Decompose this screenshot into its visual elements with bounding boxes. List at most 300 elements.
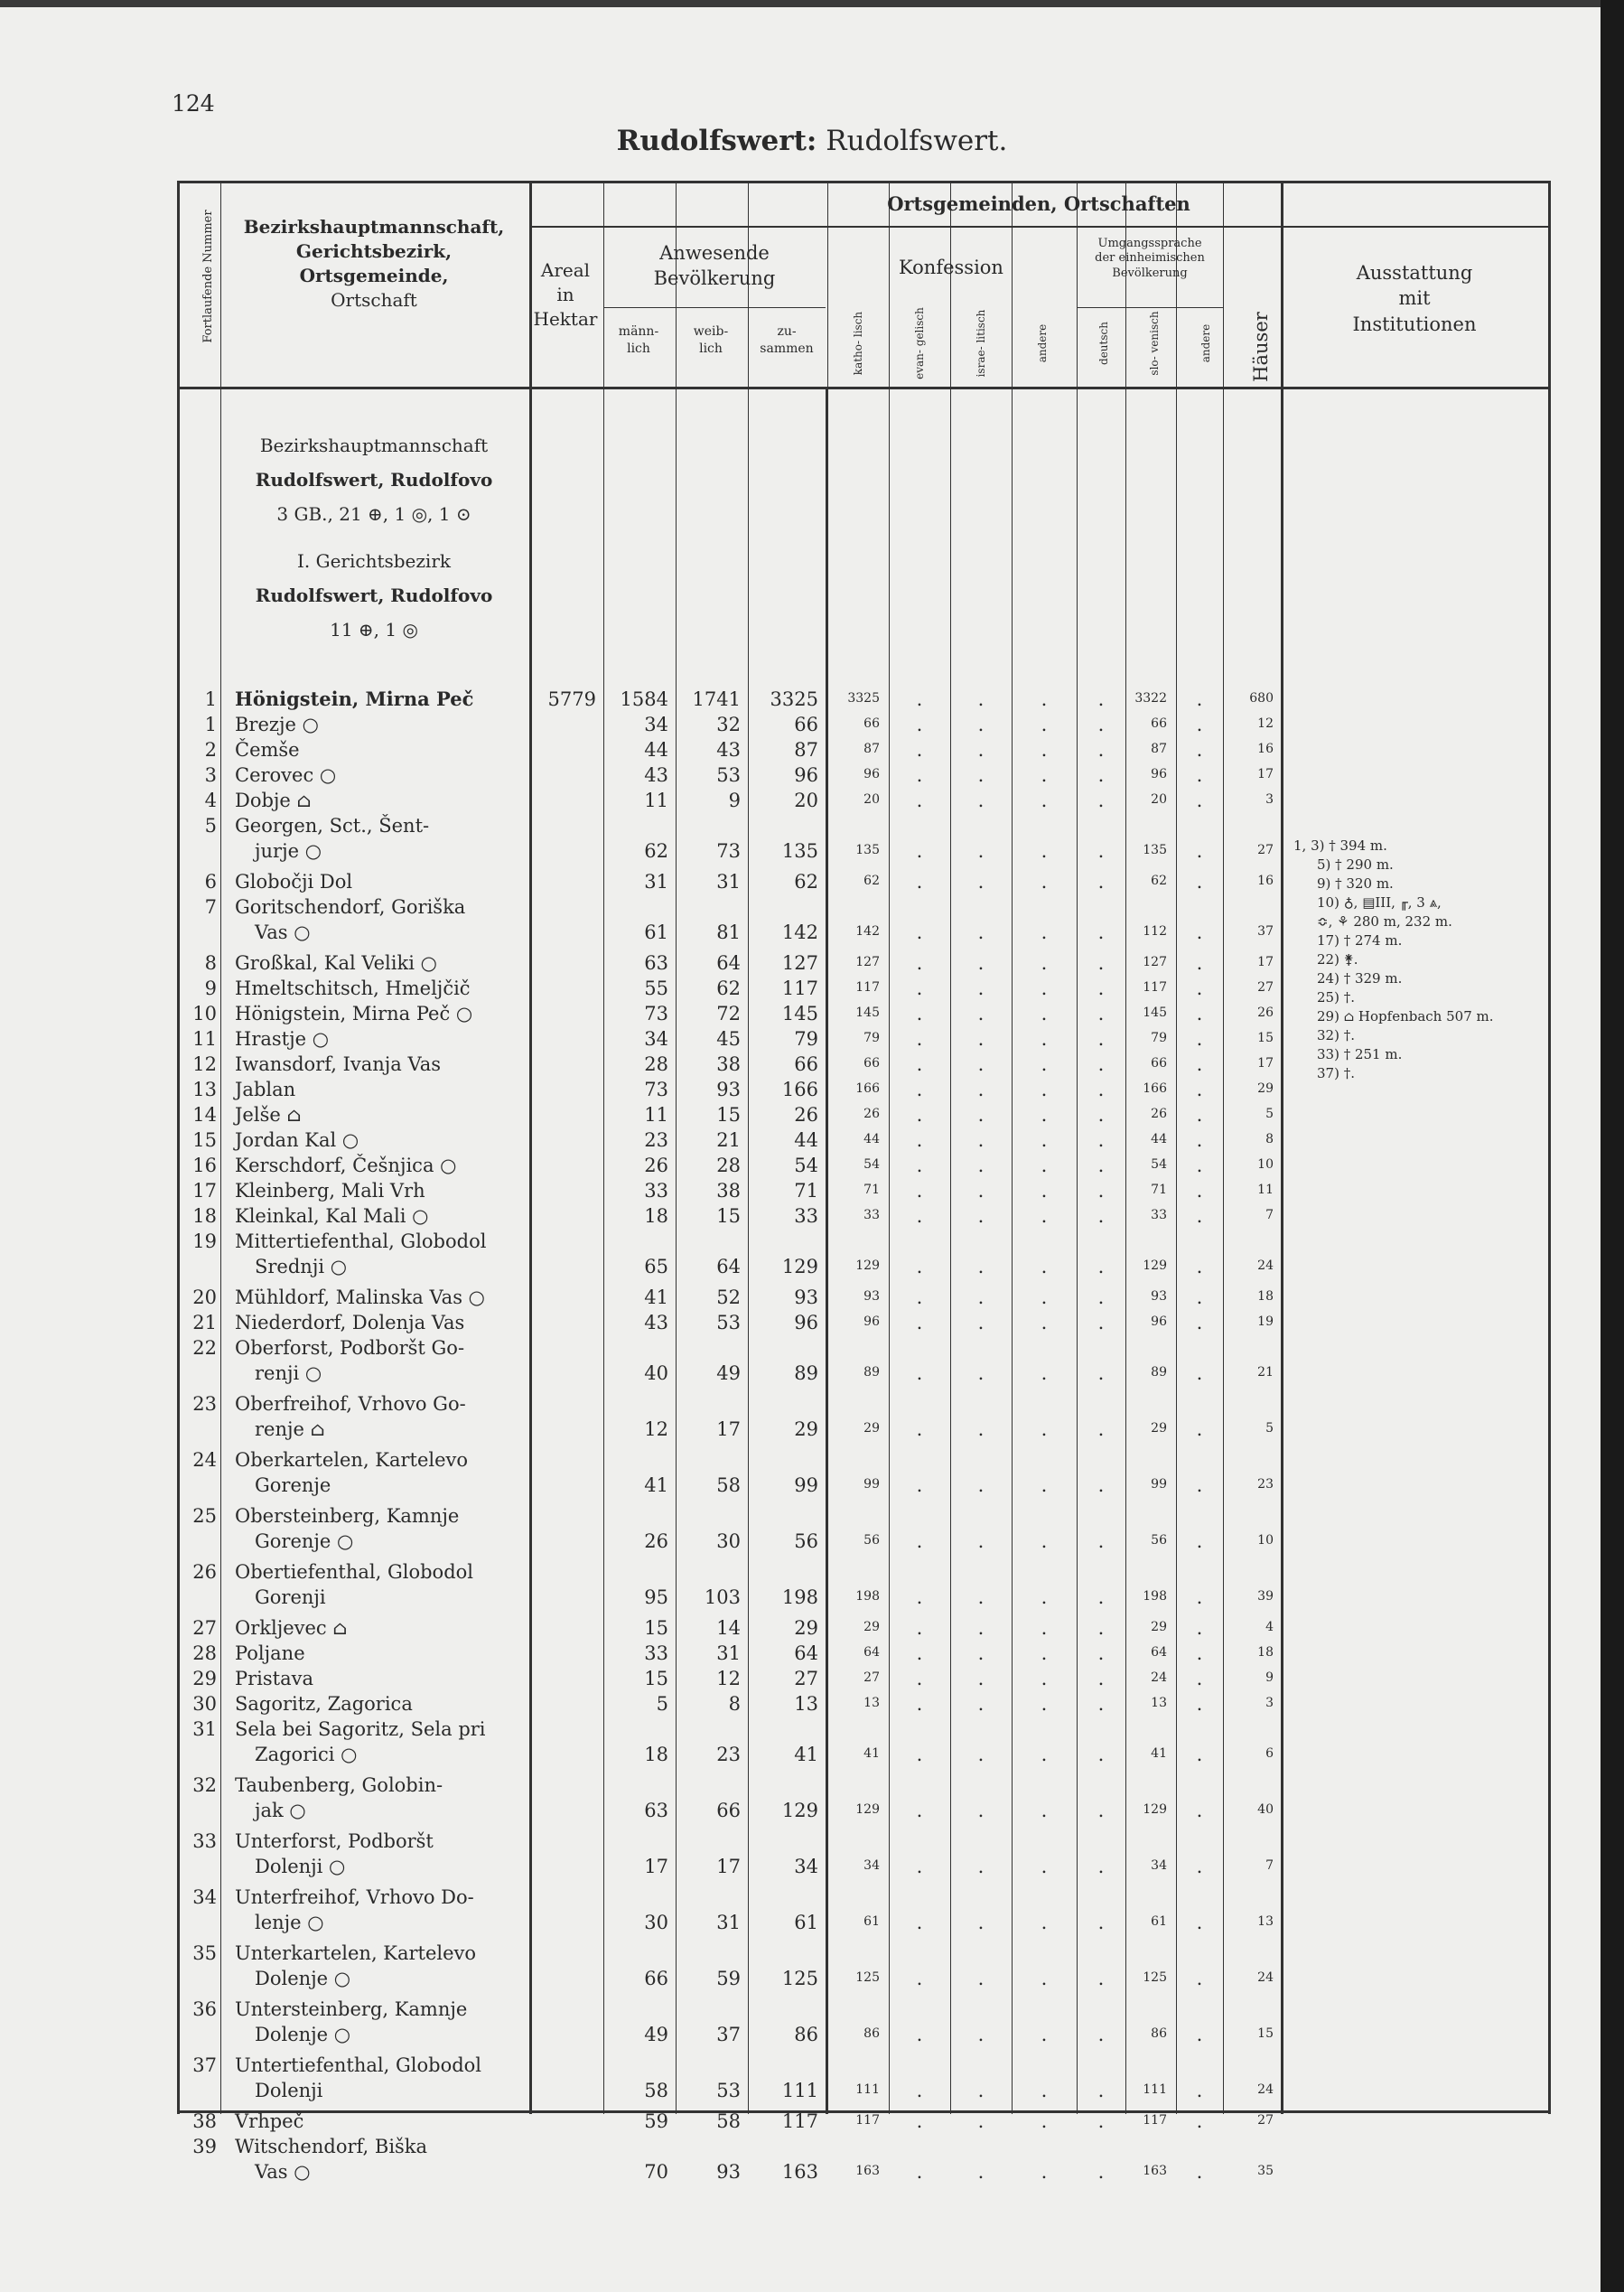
empty-cell: . xyxy=(1097,688,1105,710)
empty-cell: . xyxy=(1041,840,1048,862)
place-name: Zagorici ○ xyxy=(255,1744,358,1765)
empty-cell: . xyxy=(916,978,923,999)
zusammen-value: 125 xyxy=(781,1968,818,1989)
row-number: 29 xyxy=(192,1668,217,1689)
weiblich-value: 49 xyxy=(716,1362,741,1384)
haeuser-value: 39 xyxy=(1257,1589,1274,1604)
place-name: Hönigstein, Mirna Peč ○ xyxy=(235,1003,473,1024)
andere-sprache-value: . xyxy=(1196,1053,1203,1075)
empty-cell: . xyxy=(977,1312,985,1333)
header-maennlich xyxy=(603,323,674,358)
place-name: Gorenji xyxy=(255,1586,326,1608)
place-name: Hrastje ○ xyxy=(235,1028,330,1050)
empty-cell: . xyxy=(916,1205,923,1227)
andere-sprache-value: . xyxy=(1196,1362,1203,1384)
slovenisch-value: 166 xyxy=(1143,1081,1167,1096)
empty-cell: . xyxy=(916,2110,923,2132)
header-name xyxy=(220,215,527,313)
empty-cell: . xyxy=(916,2024,923,2045)
weiblich-value: 58 xyxy=(716,1474,741,1496)
row-number: 10 xyxy=(192,1003,217,1024)
place-name: Mittertiefenthal, Globodol xyxy=(235,1230,487,1252)
institution-note: 10) ♁, ▤III, ╓, 3 ⩓, xyxy=(1317,894,1442,911)
slovenisch-value: 29 xyxy=(1151,1620,1167,1634)
empty-cell: . xyxy=(977,1586,985,1608)
weiblich-value: 1741 xyxy=(692,688,741,710)
maennlich-value: 5 xyxy=(656,1693,668,1715)
empty-cell: . xyxy=(1041,2110,1048,2132)
slovenisch-value: 198 xyxy=(1143,1589,1167,1604)
zusammen-value: 145 xyxy=(781,1003,818,1024)
slovenisch-value: 13 xyxy=(1151,1696,1167,1710)
haeuser-value: 17 xyxy=(1257,1056,1274,1071)
maennlich-value: 43 xyxy=(644,1312,668,1333)
empty-cell: . xyxy=(1097,1586,1105,1608)
row-number: 36 xyxy=(192,1998,217,2020)
katholisch-value: 41 xyxy=(863,1746,880,1761)
weiblich-value: 23 xyxy=(716,1744,741,1765)
empty-cell: . xyxy=(916,1362,923,1384)
slovenisch-value: 93 xyxy=(1151,1289,1167,1304)
slovenisch-value: 66 xyxy=(1151,1056,1167,1071)
slovenisch-value: 44 xyxy=(1151,1132,1167,1146)
empty-cell: . xyxy=(1097,2080,1105,2101)
aus-l2: mit xyxy=(1398,287,1431,310)
haeuser-value: 18 xyxy=(1257,1645,1274,1660)
zusammen-value: 93 xyxy=(794,1286,818,1308)
empty-cell: . xyxy=(1041,1912,1048,1933)
place-name: Jordan Kal ○ xyxy=(235,1129,359,1151)
place-name: Großkal, Kal Veliki ○ xyxy=(235,952,437,974)
empty-cell: . xyxy=(1041,1530,1048,1552)
empty-cell: . xyxy=(1097,1312,1105,1333)
weiblich-value: 53 xyxy=(716,2080,741,2101)
empty-cell: . xyxy=(977,1530,985,1552)
empty-cell: . xyxy=(916,1586,923,1608)
andere-sprache-value: . xyxy=(1196,1693,1203,1715)
empty-cell: . xyxy=(1097,1079,1105,1100)
slovenisch-value: 61 xyxy=(1151,1914,1167,1929)
aus-l1: Ausstattung xyxy=(1356,262,1473,284)
row-number: 24 xyxy=(192,1449,217,1471)
place-name: Čemše xyxy=(235,739,300,761)
empty-cell: . xyxy=(1041,1028,1048,1050)
haeuser-value: 13 xyxy=(1257,1914,1274,1929)
row-number: 38 xyxy=(192,2110,217,2132)
zusammen-value: 117 xyxy=(781,978,818,999)
empty-cell: . xyxy=(977,1256,985,1277)
scan-top-edge xyxy=(0,0,1624,7)
slovenisch-value: 24 xyxy=(1151,1670,1167,1685)
empty-cell: . xyxy=(1041,1856,1048,1877)
header-andere-konfession: andere xyxy=(1036,323,1049,363)
empty-cell: . xyxy=(977,1028,985,1050)
empty-cell: . xyxy=(916,1693,923,1715)
row-number: 3 xyxy=(204,764,217,786)
andere-sprache-value: . xyxy=(1196,1256,1203,1277)
empty-cell: . xyxy=(977,739,985,761)
katholisch-value: 71 xyxy=(863,1183,880,1197)
place-name: Jablan xyxy=(235,1079,296,1100)
haeuser-value: 40 xyxy=(1257,1802,1274,1817)
empty-cell: . xyxy=(1097,1912,1105,1933)
katholisch-value: 20 xyxy=(863,792,880,807)
weiblich-value: 32 xyxy=(716,714,741,735)
andere-sprache-value: . xyxy=(1196,688,1203,710)
empty-cell: . xyxy=(977,921,985,943)
header-name-l4: Ortschaft xyxy=(331,289,417,311)
weiblich-value: 31 xyxy=(716,1912,741,1933)
empty-cell: . xyxy=(1041,1286,1048,1308)
place-name: Witschendorf, Biška xyxy=(235,2136,428,2157)
haeuser-value: 24 xyxy=(1257,1258,1274,1273)
district-l6: 11 ⊕, 1 ◎ xyxy=(330,619,418,641)
slovenisch-value: 125 xyxy=(1143,1970,1167,1985)
weiblich-value: 45 xyxy=(716,1028,741,1050)
katholisch-value: 27 xyxy=(863,1670,880,1685)
scan-right-edge xyxy=(1601,0,1624,2292)
haeuser-value: 15 xyxy=(1257,2026,1274,2041)
haeuser-value: 29 xyxy=(1257,1081,1274,1096)
haeuser-value: 35 xyxy=(1257,2164,1274,2178)
katholisch-value: 111 xyxy=(855,2082,880,2097)
row-number: 15 xyxy=(192,1129,217,1151)
weiblich-value: 93 xyxy=(716,1079,741,1100)
place-name: Dobje ⌂ xyxy=(235,790,312,811)
weiblich-value: 8 xyxy=(728,1693,741,1715)
empty-cell: . xyxy=(916,1617,923,1639)
haeuser-value: 6 xyxy=(1265,1746,1274,1761)
empty-cell: . xyxy=(1097,1856,1105,1877)
haeuser-value: 27 xyxy=(1257,980,1274,995)
maennlich-value: 26 xyxy=(644,1530,668,1552)
katholisch-value: 142 xyxy=(855,924,880,939)
empty-cell: . xyxy=(1097,1104,1105,1126)
andere-sprache-value: . xyxy=(1196,2161,1203,2183)
empty-cell: . xyxy=(1097,1642,1105,1664)
row-number: 39 xyxy=(192,2136,217,2157)
weiblich-value: 64 xyxy=(716,952,741,974)
empty-cell: . xyxy=(977,1800,985,1821)
zusammen-value: 20 xyxy=(794,790,818,811)
empty-cell: . xyxy=(977,1205,985,1227)
empty-cell: . xyxy=(977,1362,985,1384)
header-zusammen xyxy=(748,323,826,358)
row-number: 5 xyxy=(204,815,217,837)
haeuser-value: 3 xyxy=(1265,792,1274,807)
empty-cell: . xyxy=(1097,978,1105,999)
weiblich-value: 72 xyxy=(716,1003,741,1024)
header-name-l3: Ortsgemeinde, xyxy=(299,265,449,286)
row-number: 1 xyxy=(204,714,217,735)
row-number: 32 xyxy=(192,1774,217,1796)
empty-cell: . xyxy=(1041,921,1048,943)
empty-cell: . xyxy=(977,790,985,811)
katholisch-value: 96 xyxy=(863,1314,880,1329)
header-ausstattung xyxy=(1281,260,1548,337)
slovenisch-value: 96 xyxy=(1151,767,1167,781)
place-name: Dolenji ○ xyxy=(255,1856,346,1877)
institution-note: 24) † 329 m. xyxy=(1317,970,1403,987)
row-number: 14 xyxy=(192,1104,217,1126)
weiblich-value: 15 xyxy=(716,1205,741,1227)
slovenisch-value: 127 xyxy=(1143,955,1167,969)
empty-cell: . xyxy=(977,1474,985,1496)
slovenisch-value: 96 xyxy=(1151,1314,1167,1329)
katholisch-value: 166 xyxy=(855,1081,880,1096)
andere-sprache-value: . xyxy=(1196,1744,1203,1765)
row-number: 34 xyxy=(192,1886,217,1908)
empty-cell: . xyxy=(977,2024,985,2045)
katholisch-value: 129 xyxy=(855,1802,880,1817)
umg-l3: Bevölkerung xyxy=(1112,266,1188,280)
katholisch-value: 29 xyxy=(863,1421,880,1436)
empty-cell: . xyxy=(1041,2080,1048,2101)
empty-cell: . xyxy=(916,1053,923,1075)
place-name: Goritschendorf, Goriška xyxy=(235,896,466,918)
zusammen-value: 27 xyxy=(794,1668,818,1689)
column-rule xyxy=(1223,181,1224,2114)
zusammen-value: 61 xyxy=(794,1912,818,1933)
empty-cell: . xyxy=(1097,1205,1105,1227)
empty-cell: . xyxy=(977,1642,985,1664)
empty-cell: . xyxy=(1097,1362,1105,1384)
katholisch-value: 56 xyxy=(863,1533,880,1548)
empty-cell: . xyxy=(1041,1129,1048,1151)
maennlich-value: 70 xyxy=(644,2161,668,2183)
row-number: 8 xyxy=(204,952,217,974)
empty-cell: . xyxy=(1097,1155,1105,1176)
m-l2: lich xyxy=(627,341,650,356)
empty-cell: . xyxy=(977,1079,985,1100)
empty-cell: . xyxy=(977,871,985,893)
katholisch-value: 125 xyxy=(855,1970,880,1985)
maennlich-value: 15 xyxy=(644,1617,668,1639)
maennlich-value: 11 xyxy=(644,790,668,811)
slovenisch-value: 89 xyxy=(1151,1365,1167,1380)
andere-sprache-value: . xyxy=(1196,1418,1203,1440)
katholisch-value: 99 xyxy=(863,1477,880,1492)
place-name: Kerschdorf, Češnjica ○ xyxy=(235,1155,457,1176)
zusammen-value: 54 xyxy=(794,1155,818,1176)
empty-cell: . xyxy=(1097,921,1105,943)
empty-cell: . xyxy=(977,2161,985,2183)
empty-cell: . xyxy=(1097,2110,1105,2132)
andere-sprache-value: . xyxy=(1196,1530,1203,1552)
empty-cell: . xyxy=(916,790,923,811)
slovenisch-value: 54 xyxy=(1151,1157,1167,1172)
column-rule xyxy=(529,181,532,2114)
zusammen-value: 166 xyxy=(781,1079,818,1100)
weiblich-value: 73 xyxy=(716,840,741,862)
maennlich-value: 33 xyxy=(644,1642,668,1664)
empty-cell: . xyxy=(977,1129,985,1151)
weiblich-value: 12 xyxy=(716,1668,741,1689)
header-andere-sprache: andere xyxy=(1199,323,1212,363)
empty-cell: . xyxy=(916,714,923,735)
katholisch-value: 93 xyxy=(863,1289,880,1304)
maennlich-value: 11 xyxy=(644,1104,668,1126)
slovenisch-value: 117 xyxy=(1143,2113,1167,2128)
empty-cell: . xyxy=(1097,1003,1105,1024)
katholisch-value: 96 xyxy=(863,767,880,781)
z-l2: sammen xyxy=(760,341,814,356)
zusammen-value: 44 xyxy=(794,1129,818,1151)
katholisch-value: 79 xyxy=(863,1031,880,1045)
weiblich-value: 66 xyxy=(716,1800,741,1821)
row-number: 28 xyxy=(192,1642,217,1664)
andere-sprache-value: . xyxy=(1196,1800,1203,1821)
weiblich-value: 52 xyxy=(716,1286,741,1308)
empty-cell: . xyxy=(1097,952,1105,974)
row-number: 4 xyxy=(204,790,217,811)
zusammen-value: 33 xyxy=(794,1205,818,1227)
place-name: Dolenje ○ xyxy=(255,2024,351,2045)
zusammen-value: 86 xyxy=(794,2024,818,2045)
haeuser-value: 680 xyxy=(1249,691,1274,706)
empty-cell: . xyxy=(1097,1474,1105,1496)
haeuser-value: 5 xyxy=(1265,1421,1274,1436)
empty-cell: . xyxy=(1097,1800,1105,1821)
empty-cell: . xyxy=(1097,2161,1105,2183)
empty-cell: . xyxy=(1041,871,1048,893)
district-l3: 3 GB., 21 ⊕, 1 ◎, 1 ⊙ xyxy=(276,503,471,525)
andere-sprache-value: . xyxy=(1196,840,1203,862)
areal-l1: Areal xyxy=(540,259,591,281)
row-number: 22 xyxy=(192,1337,217,1359)
slovenisch-value: 145 xyxy=(1143,1006,1167,1020)
empty-cell: . xyxy=(1041,1668,1048,1689)
slovenisch-value: 111 xyxy=(1143,2082,1167,2097)
maennlich-value: 15 xyxy=(644,1668,668,1689)
empty-cell: . xyxy=(977,840,985,862)
katholisch-value: 86 xyxy=(863,2026,880,2041)
empty-cell: . xyxy=(916,2080,923,2101)
empty-cell: . xyxy=(916,739,923,761)
slovenisch-value: 129 xyxy=(1143,1258,1167,1273)
institution-note: 5) † 290 m. xyxy=(1317,856,1394,873)
empty-cell: . xyxy=(1041,1968,1048,1989)
row-number: 1 xyxy=(204,688,217,710)
row-number: 13 xyxy=(192,1079,217,1100)
place-name: Sagoritz, Zagorica xyxy=(235,1693,413,1715)
place-name: renje ⌂ xyxy=(255,1418,325,1440)
bev-l2: Bevölkerung xyxy=(653,267,776,290)
empty-cell: . xyxy=(1041,688,1048,710)
zusammen-value: 29 xyxy=(794,1617,818,1639)
katholisch-value: 66 xyxy=(863,1056,880,1071)
zusammen-value: 129 xyxy=(781,1800,818,1821)
katholisch-value: 87 xyxy=(863,742,880,756)
slovenisch-value: 163 xyxy=(1143,2164,1167,2178)
empty-cell: . xyxy=(1097,739,1105,761)
haeuser-value: 7 xyxy=(1265,1858,1274,1873)
bev-sub-rule xyxy=(603,307,826,308)
zusammen-value: 142 xyxy=(781,921,818,943)
place-name: renji ○ xyxy=(255,1362,322,1384)
haeuser-value: 24 xyxy=(1257,2082,1274,2097)
andere-sprache-value: . xyxy=(1196,921,1203,943)
haeuser-value: 8 xyxy=(1265,1132,1274,1146)
slovenisch-value: 26 xyxy=(1151,1107,1167,1121)
andere-sprache-value: . xyxy=(1196,1155,1203,1176)
maennlich-value: 63 xyxy=(644,952,668,974)
haeuser-value: 5 xyxy=(1265,1107,1274,1121)
empty-cell: . xyxy=(916,1530,923,1552)
place-name: Niederdorf, Dolenja Vas xyxy=(235,1312,465,1333)
zusammen-value: 34 xyxy=(794,1856,818,1877)
empty-cell: . xyxy=(1097,790,1105,811)
empty-cell: . xyxy=(977,1286,985,1308)
empty-cell: . xyxy=(977,1856,985,1877)
slovenisch-value: 99 xyxy=(1151,1477,1167,1492)
place-name: Unterforst, Podboršt xyxy=(235,1830,434,1852)
header-haeuser: Häuser xyxy=(1250,312,1272,382)
empty-cell: . xyxy=(916,921,923,943)
place-name: Hmeltschitsch, Hmeljčič xyxy=(235,978,471,999)
katholisch-value: 66 xyxy=(863,716,880,731)
areal-value: 5779 xyxy=(547,688,596,710)
place-name: Georgen, Sct., Šent- xyxy=(235,815,430,837)
empty-cell: . xyxy=(916,1256,923,1277)
weiblich-value: 53 xyxy=(716,764,741,786)
row-number: 6 xyxy=(204,871,217,893)
zusammen-value: 64 xyxy=(794,1642,818,1664)
empty-cell: . xyxy=(977,2110,985,2132)
place-name: Oberforst, Podboršt Go- xyxy=(235,1337,465,1359)
row-number: 7 xyxy=(204,896,217,918)
maennlich-value: 41 xyxy=(644,1474,668,1496)
empty-cell: . xyxy=(1041,1312,1048,1333)
empty-cell: . xyxy=(1097,1256,1105,1277)
weiblich-value: 59 xyxy=(716,1968,741,1989)
maennlich-value: 17 xyxy=(644,1856,668,1877)
empty-cell: . xyxy=(1041,1586,1048,1608)
maennlich-value: 30 xyxy=(644,1912,668,1933)
empty-cell: . xyxy=(916,1104,923,1126)
empty-cell: . xyxy=(916,1079,923,1100)
empty-cell: . xyxy=(1097,1053,1105,1075)
katholisch-value: 135 xyxy=(855,843,880,857)
header-areal xyxy=(529,258,602,332)
empty-cell: . xyxy=(916,1744,923,1765)
header-lfd: Fortlaufende Nummer xyxy=(201,210,215,343)
row-number: 30 xyxy=(192,1693,217,1715)
weiblich-value: 31 xyxy=(716,1642,741,1664)
slovenisch-value: 62 xyxy=(1151,874,1167,888)
slovenisch-value: 135 xyxy=(1143,843,1167,857)
empty-cell: . xyxy=(916,1856,923,1877)
empty-cell: . xyxy=(1097,1668,1105,1689)
andere-sprache-value: . xyxy=(1196,1474,1203,1496)
place-name: Hönigstein, Mirna Peč xyxy=(235,688,474,710)
haeuser-value: 4 xyxy=(1265,1620,1274,1634)
empty-cell: . xyxy=(916,1312,923,1333)
andere-sprache-value: . xyxy=(1196,2110,1203,2132)
zusammen-value: 99 xyxy=(794,1474,818,1496)
empty-cell: . xyxy=(916,1800,923,1821)
maennlich-value: 18 xyxy=(644,1744,668,1765)
empty-cell: . xyxy=(1041,1003,1048,1024)
katholisch-value: 163 xyxy=(855,2164,880,2178)
weiblich-value: 103 xyxy=(704,1586,741,1608)
page-number: 124 xyxy=(172,90,215,117)
andere-sprache-value: . xyxy=(1196,2024,1203,2045)
empty-cell: . xyxy=(1097,1693,1105,1715)
row-number: 23 xyxy=(192,1393,217,1415)
andere-sprache-value: . xyxy=(1196,1642,1203,1664)
katholisch-value: 29 xyxy=(863,1620,880,1634)
